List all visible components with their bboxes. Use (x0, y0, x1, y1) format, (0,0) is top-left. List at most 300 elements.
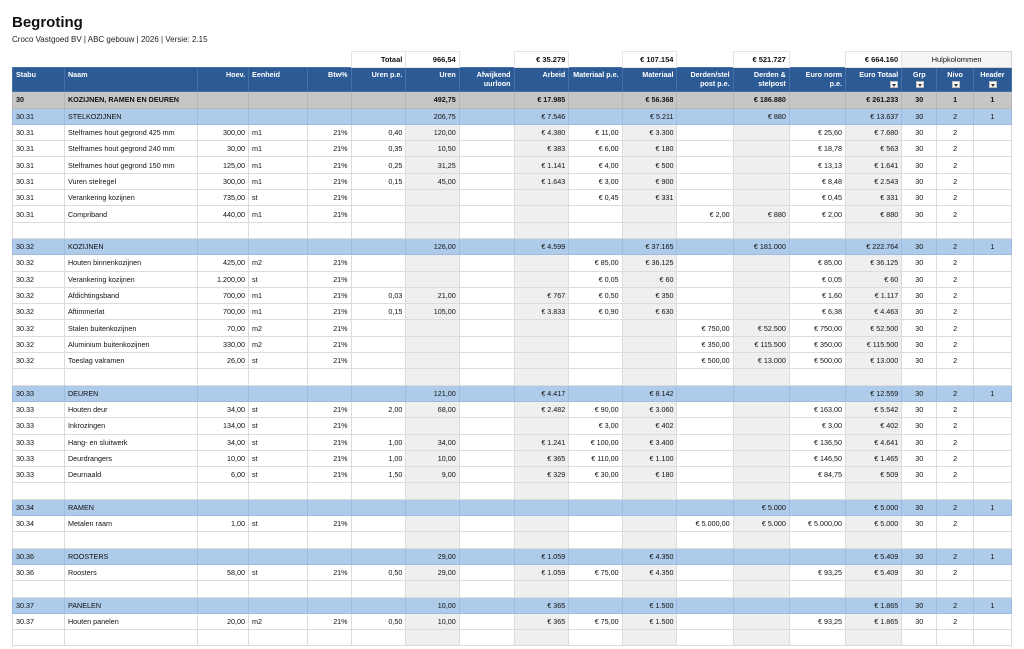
cell-hoev[interactable] (198, 532, 249, 548)
cell-derden-pe[interactable] (677, 532, 733, 548)
col-header-btw[interactable]: Btw% (308, 68, 352, 92)
cell-grp[interactable]: 30 (902, 401, 937, 417)
cell-materiaal-pe[interactable]: € 100,00 (569, 434, 622, 450)
cell-derden-pe[interactable] (677, 450, 733, 466)
cell-eenheid[interactable] (249, 108, 308, 124)
cell-naam[interactable]: Houten deur (64, 401, 197, 417)
cell-grp[interactable]: 30 (902, 385, 937, 401)
cell-hoev[interactable] (198, 597, 249, 613)
cell-materiaal-pe[interactable] (569, 369, 622, 385)
cell-materiaal-pe[interactable] (569, 630, 622, 646)
cell-euro-totaal[interactable]: € 2.543 (846, 173, 902, 189)
cell-grp[interactable]: 30 (902, 467, 937, 483)
cell-derden-pe[interactable] (677, 108, 733, 124)
cell-uren-pe[interactable] (351, 238, 406, 254)
cell-arbeid[interactable]: € 1.241 (514, 434, 569, 450)
cell-afwijkend-uurloon[interactable] (459, 385, 514, 401)
cell-euro-totaal[interactable]: € 222.764 (846, 238, 902, 254)
cell-uren[interactable]: 45,00 (406, 173, 459, 189)
cell-euro-totaal[interactable]: € 115.500 (846, 336, 902, 352)
cell-arbeid[interactable] (514, 499, 569, 515)
cell-euro-totaal[interactable]: € 13.637 (846, 108, 902, 124)
cell-naam[interactable] (64, 630, 197, 646)
cell-arbeid[interactable]: € 2.482 (514, 401, 569, 417)
cell-materiaal-pe[interactable] (569, 336, 622, 352)
cell-grp[interactable]: 30 (902, 516, 937, 532)
cell-materiaal[interactable]: € 1.100 (622, 450, 677, 466)
cell-grp[interactable]: 30 (902, 353, 937, 369)
cell-afwijkend-uurloon[interactable] (459, 581, 514, 597)
cell-eenheid[interactable] (249, 238, 308, 254)
cell-eenheid[interactable] (249, 385, 308, 401)
cell-derden-pe[interactable] (677, 613, 733, 629)
cell-derden-pe[interactable] (677, 499, 733, 515)
cell-derden[interactable] (733, 597, 789, 613)
cell-uren-pe[interactable] (351, 548, 406, 564)
cell-derden[interactable]: € 186.880 (733, 92, 789, 108)
cell-grp[interactable]: 30 (902, 173, 937, 189)
filter-dropdown-icon[interactable] (890, 81, 898, 88)
cell-materiaal-pe[interactable]: € 90,00 (569, 401, 622, 417)
cell-naam[interactable]: Vuren stelregel (64, 173, 197, 189)
cell-derden[interactable]: € 181.000 (733, 238, 789, 254)
cell-uren[interactable]: 120,00 (406, 124, 459, 140)
cell-materiaal[interactable] (622, 532, 677, 548)
cell-arbeid[interactable] (514, 190, 569, 206)
cell-naam[interactable] (64, 581, 197, 597)
cell-btw[interactable] (308, 532, 352, 548)
cell-btw[interactable]: 21% (308, 304, 352, 320)
cell-materiaal-pe[interactable]: € 3,00 (569, 418, 622, 434)
cell-derden[interactable] (733, 255, 789, 271)
cell-stabu[interactable]: 30.32 (13, 336, 65, 352)
cell-materiaal-pe[interactable]: € 110,00 (569, 450, 622, 466)
cell-euro-norm[interactable]: € 18,78 (789, 141, 845, 157)
cell-nivo[interactable]: 2 (937, 190, 974, 206)
cell-btw[interactable] (308, 369, 352, 385)
cell-uren[interactable]: 10,50 (406, 141, 459, 157)
cell-grp[interactable] (902, 630, 937, 646)
cell-arbeid[interactable] (514, 483, 569, 499)
cell-arbeid[interactable]: € 4.417 (514, 385, 569, 401)
cell-uren-pe[interactable]: 0,15 (351, 304, 406, 320)
cell-euro-totaal[interactable] (846, 369, 902, 385)
cell-stabu[interactable]: 30.33 (13, 418, 65, 434)
cell-naam[interactable]: Afdichtingsband (64, 287, 197, 303)
cell-naam[interactable]: STELKOZIJNEN (64, 108, 197, 124)
cell-nivo[interactable]: 2 (937, 353, 974, 369)
cell-derden[interactable] (733, 630, 789, 646)
cell-materiaal[interactable] (622, 499, 677, 515)
cell-euro-norm[interactable] (789, 499, 845, 515)
cell-uren-pe[interactable]: 0,40 (351, 124, 406, 140)
cell-naam[interactable]: Toeslag valramen (64, 353, 197, 369)
cell-nivo[interactable] (937, 630, 974, 646)
col-header-header[interactable] (973, 68, 1011, 92)
cell-materiaal[interactable]: € 180 (622, 467, 677, 483)
cell-materiaal[interactable]: € 3.400 (622, 434, 677, 450)
cell-uren-pe[interactable] (351, 385, 406, 401)
cell-btw[interactable]: 21% (308, 336, 352, 352)
cell-header[interactable] (973, 124, 1011, 140)
cell-nivo[interactable]: 2 (937, 385, 974, 401)
cell-hoev[interactable] (198, 483, 249, 499)
cell-afwijkend-uurloon[interactable] (459, 450, 514, 466)
cell-btw[interactable]: 21% (308, 467, 352, 483)
cell-derden[interactable]: € 52.500 (733, 320, 789, 336)
cell-header[interactable] (973, 222, 1011, 238)
cell-derden-pe[interactable] (677, 271, 733, 287)
cell-nivo[interactable] (937, 483, 974, 499)
cell-stabu[interactable]: 30.37 (13, 597, 65, 613)
cell-stabu[interactable]: 30.33 (13, 434, 65, 450)
cell-header[interactable] (973, 450, 1011, 466)
cell-materiaal-pe[interactable]: € 4,00 (569, 157, 622, 173)
cell-arbeid[interactable]: € 329 (514, 467, 569, 483)
cell-arbeid[interactable]: € 1.141 (514, 157, 569, 173)
cell-uren[interactable]: 492,75 (406, 92, 459, 108)
cell-nivo[interactable]: 1 (937, 92, 974, 108)
cell-header[interactable] (973, 141, 1011, 157)
cell-hoev[interactable] (198, 222, 249, 238)
cell-materiaal[interactable] (622, 353, 677, 369)
cell-hoev[interactable]: 700,00 (198, 304, 249, 320)
cell-derden-pe[interactable] (677, 238, 733, 254)
cell-naam[interactable] (64, 369, 197, 385)
cell-eenheid[interactable] (249, 369, 308, 385)
cell-naam[interactable]: Stelframes hout gegrond 425 mm (64, 124, 197, 140)
cell-eenheid[interactable]: st (249, 516, 308, 532)
cell-uren[interactable] (406, 271, 459, 287)
cell-naam[interactable]: Compriband (64, 206, 197, 222)
cell-header[interactable]: 1 (973, 92, 1011, 108)
cell-nivo[interactable]: 2 (937, 124, 974, 140)
cell-btw[interactable]: 21% (308, 206, 352, 222)
cell-afwijkend-uurloon[interactable] (459, 92, 514, 108)
cell-grp[interactable]: 30 (902, 597, 937, 613)
cell-materiaal[interactable]: € 350 (622, 287, 677, 303)
cell-afwijkend-uurloon[interactable] (459, 532, 514, 548)
cell-nivo[interactable]: 2 (937, 287, 974, 303)
cell-afwijkend-uurloon[interactable] (459, 190, 514, 206)
cell-materiaal[interactable]: € 8.142 (622, 385, 677, 401)
cell-euro-totaal[interactable]: € 1.865 (846, 597, 902, 613)
cell-euro-norm[interactable]: € 146,50 (789, 450, 845, 466)
cell-euro-norm[interactable]: € 3,00 (789, 418, 845, 434)
cell-derden-pe[interactable]: € 5.000,00 (677, 516, 733, 532)
filter-dropdown-icon[interactable] (989, 81, 997, 88)
cell-eenheid[interactable]: m2 (249, 320, 308, 336)
cell-euro-totaal[interactable]: € 331 (846, 190, 902, 206)
cell-materiaal-pe[interactable] (569, 581, 622, 597)
cell-uren[interactable]: 10,00 (406, 613, 459, 629)
cell-derden-pe[interactable] (677, 157, 733, 173)
cell-grp[interactable]: 30 (902, 190, 937, 206)
cell-nivo[interactable]: 2 (937, 141, 974, 157)
cell-derden[interactable] (733, 304, 789, 320)
cell-derden-pe[interactable] (677, 564, 733, 580)
cell-header[interactable]: 1 (973, 499, 1011, 515)
cell-stabu[interactable]: 30 (13, 92, 65, 108)
cell-header[interactable] (973, 287, 1011, 303)
cell-grp[interactable]: 30 (902, 336, 937, 352)
cell-materiaal[interactable] (622, 483, 677, 499)
cell-naam[interactable]: Stelframes hout gegrond 240 mm (64, 141, 197, 157)
cell-uren[interactable]: 29,00 (406, 564, 459, 580)
cell-hoev[interactable]: 300,00 (198, 124, 249, 140)
cell-nivo[interactable] (937, 532, 974, 548)
cell-grp[interactable]: 30 (902, 499, 937, 515)
cell-stabu[interactable]: 30.33 (13, 385, 65, 401)
cell-header[interactable] (973, 271, 1011, 287)
cell-nivo[interactable]: 2 (937, 173, 974, 189)
cell-euro-norm[interactable] (789, 108, 845, 124)
cell-arbeid[interactable] (514, 320, 569, 336)
cell-eenheid[interactable]: st (249, 467, 308, 483)
cell-grp[interactable]: 30 (902, 238, 937, 254)
cell-euro-totaal[interactable]: € 7.680 (846, 124, 902, 140)
cell-uren[interactable] (406, 630, 459, 646)
cell-arbeid[interactable] (514, 581, 569, 597)
cell-grp[interactable] (902, 222, 937, 238)
cell-materiaal[interactable]: € 56.368 (622, 92, 677, 108)
cell-uren[interactable] (406, 353, 459, 369)
cell-eenheid[interactable]: st (249, 450, 308, 466)
cell-uren-pe[interactable]: 0,50 (351, 613, 406, 629)
cell-materiaal[interactable]: € 37.165 (622, 238, 677, 254)
cell-arbeid[interactable]: € 365 (514, 450, 569, 466)
cell-nivo[interactable]: 2 (937, 271, 974, 287)
cell-derden-pe[interactable] (677, 304, 733, 320)
cell-hoev[interactable] (198, 238, 249, 254)
cell-nivo[interactable]: 2 (937, 206, 974, 222)
cell-materiaal[interactable]: € 4.350 (622, 548, 677, 564)
cell-header[interactable] (973, 173, 1011, 189)
cell-euro-norm[interactable] (789, 581, 845, 597)
cell-nivo[interactable]: 2 (937, 108, 974, 124)
cell-afwijkend-uurloon[interactable] (459, 401, 514, 417)
cell-eenheid[interactable]: m2 (249, 336, 308, 352)
cell-arbeid[interactable]: € 4.380 (514, 124, 569, 140)
cell-materiaal[interactable] (622, 369, 677, 385)
cell-euro-norm[interactable]: € 84,75 (789, 467, 845, 483)
cell-derden-pe[interactable] (677, 173, 733, 189)
cell-euro-norm[interactable] (789, 532, 845, 548)
cell-derden[interactable]: € 880 (733, 108, 789, 124)
cell-grp[interactable] (902, 483, 937, 499)
cell-derden-pe[interactable] (677, 548, 733, 564)
cell-materiaal[interactable] (622, 336, 677, 352)
cell-materiaal[interactable]: € 4.350 (622, 564, 677, 580)
cell-hoev[interactable] (198, 369, 249, 385)
cell-afwijkend-uurloon[interactable] (459, 141, 514, 157)
cell-materiaal[interactable] (622, 320, 677, 336)
cell-euro-norm[interactable]: € 8,48 (789, 173, 845, 189)
cell-materiaal[interactable]: € 60 (622, 271, 677, 287)
cell-hoev[interactable]: 34,00 (198, 434, 249, 450)
cell-grp[interactable]: 30 (902, 141, 937, 157)
cell-uren-pe[interactable] (351, 532, 406, 548)
cell-eenheid[interactable]: m1 (249, 173, 308, 189)
cell-arbeid[interactable] (514, 532, 569, 548)
cell-nivo[interactable]: 2 (937, 255, 974, 271)
cell-header[interactable]: 1 (973, 238, 1011, 254)
cell-uren-pe[interactable] (351, 483, 406, 499)
col-header-eenheid[interactable]: Eenheid (249, 68, 308, 92)
cell-euro-totaal[interactable]: € 4.641 (846, 434, 902, 450)
cell-materiaal[interactable]: € 3.300 (622, 124, 677, 140)
cell-derden[interactable] (733, 434, 789, 450)
cell-euro-norm[interactable]: € 0,45 (789, 190, 845, 206)
cell-uren[interactable] (406, 483, 459, 499)
cell-uren-pe[interactable] (351, 516, 406, 532)
cell-header[interactable] (973, 353, 1011, 369)
cell-naam[interactable] (64, 222, 197, 238)
cell-eenheid[interactable]: m1 (249, 141, 308, 157)
cell-euro-totaal[interactable] (846, 483, 902, 499)
cell-materiaal[interactable]: € 630 (622, 304, 677, 320)
cell-afwijkend-uurloon[interactable] (459, 499, 514, 515)
cell-header[interactable]: 1 (973, 548, 1011, 564)
cell-derden-pe[interactable]: € 350,00 (677, 336, 733, 352)
cell-uren[interactable]: 105,00 (406, 304, 459, 320)
cell-nivo[interactable]: 2 (937, 401, 974, 417)
cell-grp[interactable]: 30 (902, 564, 937, 580)
cell-btw[interactable]: 21% (308, 124, 352, 140)
cell-materiaal-pe[interactable] (569, 499, 622, 515)
cell-naam[interactable]: Stelframes hout gegrond 150 mm (64, 157, 197, 173)
filter-dropdown-icon[interactable] (952, 81, 960, 88)
cell-btw[interactable] (308, 581, 352, 597)
cell-header[interactable] (973, 401, 1011, 417)
cell-afwijkend-uurloon[interactable] (459, 434, 514, 450)
cell-afwijkend-uurloon[interactable] (459, 320, 514, 336)
cell-materiaal-pe[interactable] (569, 238, 622, 254)
col-header-stabu[interactable]: Stabu (13, 68, 65, 92)
filter-dropdown-icon[interactable] (916, 81, 924, 88)
cell-nivo[interactable]: 2 (937, 548, 974, 564)
cell-eenheid[interactable]: st (249, 353, 308, 369)
cell-euro-totaal[interactable]: € 5.409 (846, 548, 902, 564)
cell-uren-pe[interactable]: 1,00 (351, 450, 406, 466)
cell-eenheid[interactable] (249, 597, 308, 613)
cell-materiaal-pe[interactable] (569, 320, 622, 336)
cell-euro-norm[interactable]: € 163,00 (789, 401, 845, 417)
cell-derden[interactable] (733, 401, 789, 417)
cell-euro-norm[interactable]: € 136,50 (789, 434, 845, 450)
cell-derden-pe[interactable] (677, 434, 733, 450)
cell-derden[interactable]: € 13.000 (733, 353, 789, 369)
cell-euro-norm[interactable]: € 2,00 (789, 206, 845, 222)
cell-nivo[interactable]: 2 (937, 434, 974, 450)
cell-uren-pe[interactable]: 1,50 (351, 467, 406, 483)
cell-uren-pe[interactable]: 0,35 (351, 141, 406, 157)
cell-euro-totaal[interactable]: € 1.865 (846, 613, 902, 629)
cell-materiaal[interactable] (622, 630, 677, 646)
cell-stabu[interactable]: 30.32 (13, 271, 65, 287)
cell-uren[interactable]: 34,00 (406, 434, 459, 450)
cell-eenheid[interactable] (249, 92, 308, 108)
cell-euro-norm[interactable]: € 93,25 (789, 564, 845, 580)
cell-hoev[interactable]: 330,00 (198, 336, 249, 352)
cell-eenheid[interactable] (249, 532, 308, 548)
cell-btw[interactable]: 21% (308, 401, 352, 417)
cell-grp[interactable]: 30 (902, 418, 937, 434)
cell-euro-totaal[interactable]: € 1.641 (846, 157, 902, 173)
cell-euro-norm[interactable]: € 93,25 (789, 613, 845, 629)
cell-grp[interactable] (902, 581, 937, 597)
cell-derden[interactable] (733, 222, 789, 238)
cell-btw[interactable]: 21% (308, 564, 352, 580)
cell-naam[interactable]: Aluminium buitenkozijnen (64, 336, 197, 352)
cell-grp[interactable]: 30 (902, 92, 937, 108)
cell-header[interactable]: 1 (973, 385, 1011, 401)
cell-header[interactable] (973, 369, 1011, 385)
cell-stabu[interactable]: 30.31 (13, 124, 65, 140)
cell-materiaal[interactable]: € 3.060 (622, 401, 677, 417)
cell-euro-totaal[interactable]: € 563 (846, 141, 902, 157)
cell-materiaal-pe[interactable]: € 0,45 (569, 190, 622, 206)
cell-header[interactable] (973, 304, 1011, 320)
cell-arbeid[interactable]: € 4.599 (514, 238, 569, 254)
col-header-uren-pe[interactable]: Uren p.e. (351, 68, 406, 92)
cell-uren-pe[interactable] (351, 271, 406, 287)
cell-euro-norm[interactable]: € 85,00 (789, 255, 845, 271)
cell-grp[interactable]: 30 (902, 613, 937, 629)
cell-euro-totaal[interactable]: € 1.117 (846, 287, 902, 303)
cell-derden[interactable] (733, 564, 789, 580)
cell-header[interactable] (973, 190, 1011, 206)
cell-uren-pe[interactable] (351, 336, 406, 352)
cell-btw[interactable] (308, 92, 352, 108)
cell-hoev[interactable]: 70,00 (198, 320, 249, 336)
cell-naam[interactable]: Verankering kozijnen (64, 190, 197, 206)
cell-btw[interactable]: 21% (308, 271, 352, 287)
cell-naam[interactable]: Houten binnenkozijnen (64, 255, 197, 271)
cell-btw[interactable]: 21% (308, 320, 352, 336)
cell-materiaal[interactable]: € 1.500 (622, 597, 677, 613)
cell-uren[interactable]: 9,00 (406, 467, 459, 483)
cell-eenheid[interactable] (249, 581, 308, 597)
cell-euro-norm[interactable] (789, 483, 845, 499)
cell-euro-norm[interactable] (789, 630, 845, 646)
cell-header[interactable] (973, 336, 1011, 352)
cell-arbeid[interactable]: € 1.059 (514, 564, 569, 580)
cell-euro-totaal[interactable]: € 52.500 (846, 320, 902, 336)
cell-hoev[interactable] (198, 92, 249, 108)
cell-eenheid[interactable] (249, 548, 308, 564)
col-header-derden-pe[interactable]: Derden/stel post p.e. (677, 68, 733, 92)
cell-euro-norm[interactable]: € 5.000,00 (789, 516, 845, 532)
cell-eenheid[interactable] (249, 499, 308, 515)
cell-uren-pe[interactable] (351, 369, 406, 385)
cell-uren[interactable]: 68,00 (406, 401, 459, 417)
cell-grp[interactable]: 30 (902, 450, 937, 466)
cell-eenheid[interactable]: st (249, 401, 308, 417)
cell-naam[interactable]: Verankering kozijnen (64, 271, 197, 287)
cell-header[interactable] (973, 564, 1011, 580)
cell-stabu[interactable]: 30.36 (13, 564, 65, 580)
cell-derden-pe[interactable] (677, 483, 733, 499)
cell-derden-pe[interactable] (677, 597, 733, 613)
cell-euro-totaal[interactable]: € 5.000 (846, 499, 902, 515)
cell-btw[interactable] (308, 238, 352, 254)
cell-header[interactable] (973, 157, 1011, 173)
cell-nivo[interactable]: 2 (937, 597, 974, 613)
col-header-derden[interactable]: Derden & stelpost (733, 68, 789, 92)
cell-materiaal-pe[interactable]: € 75,00 (569, 564, 622, 580)
cell-eenheid[interactable]: m2 (249, 255, 308, 271)
